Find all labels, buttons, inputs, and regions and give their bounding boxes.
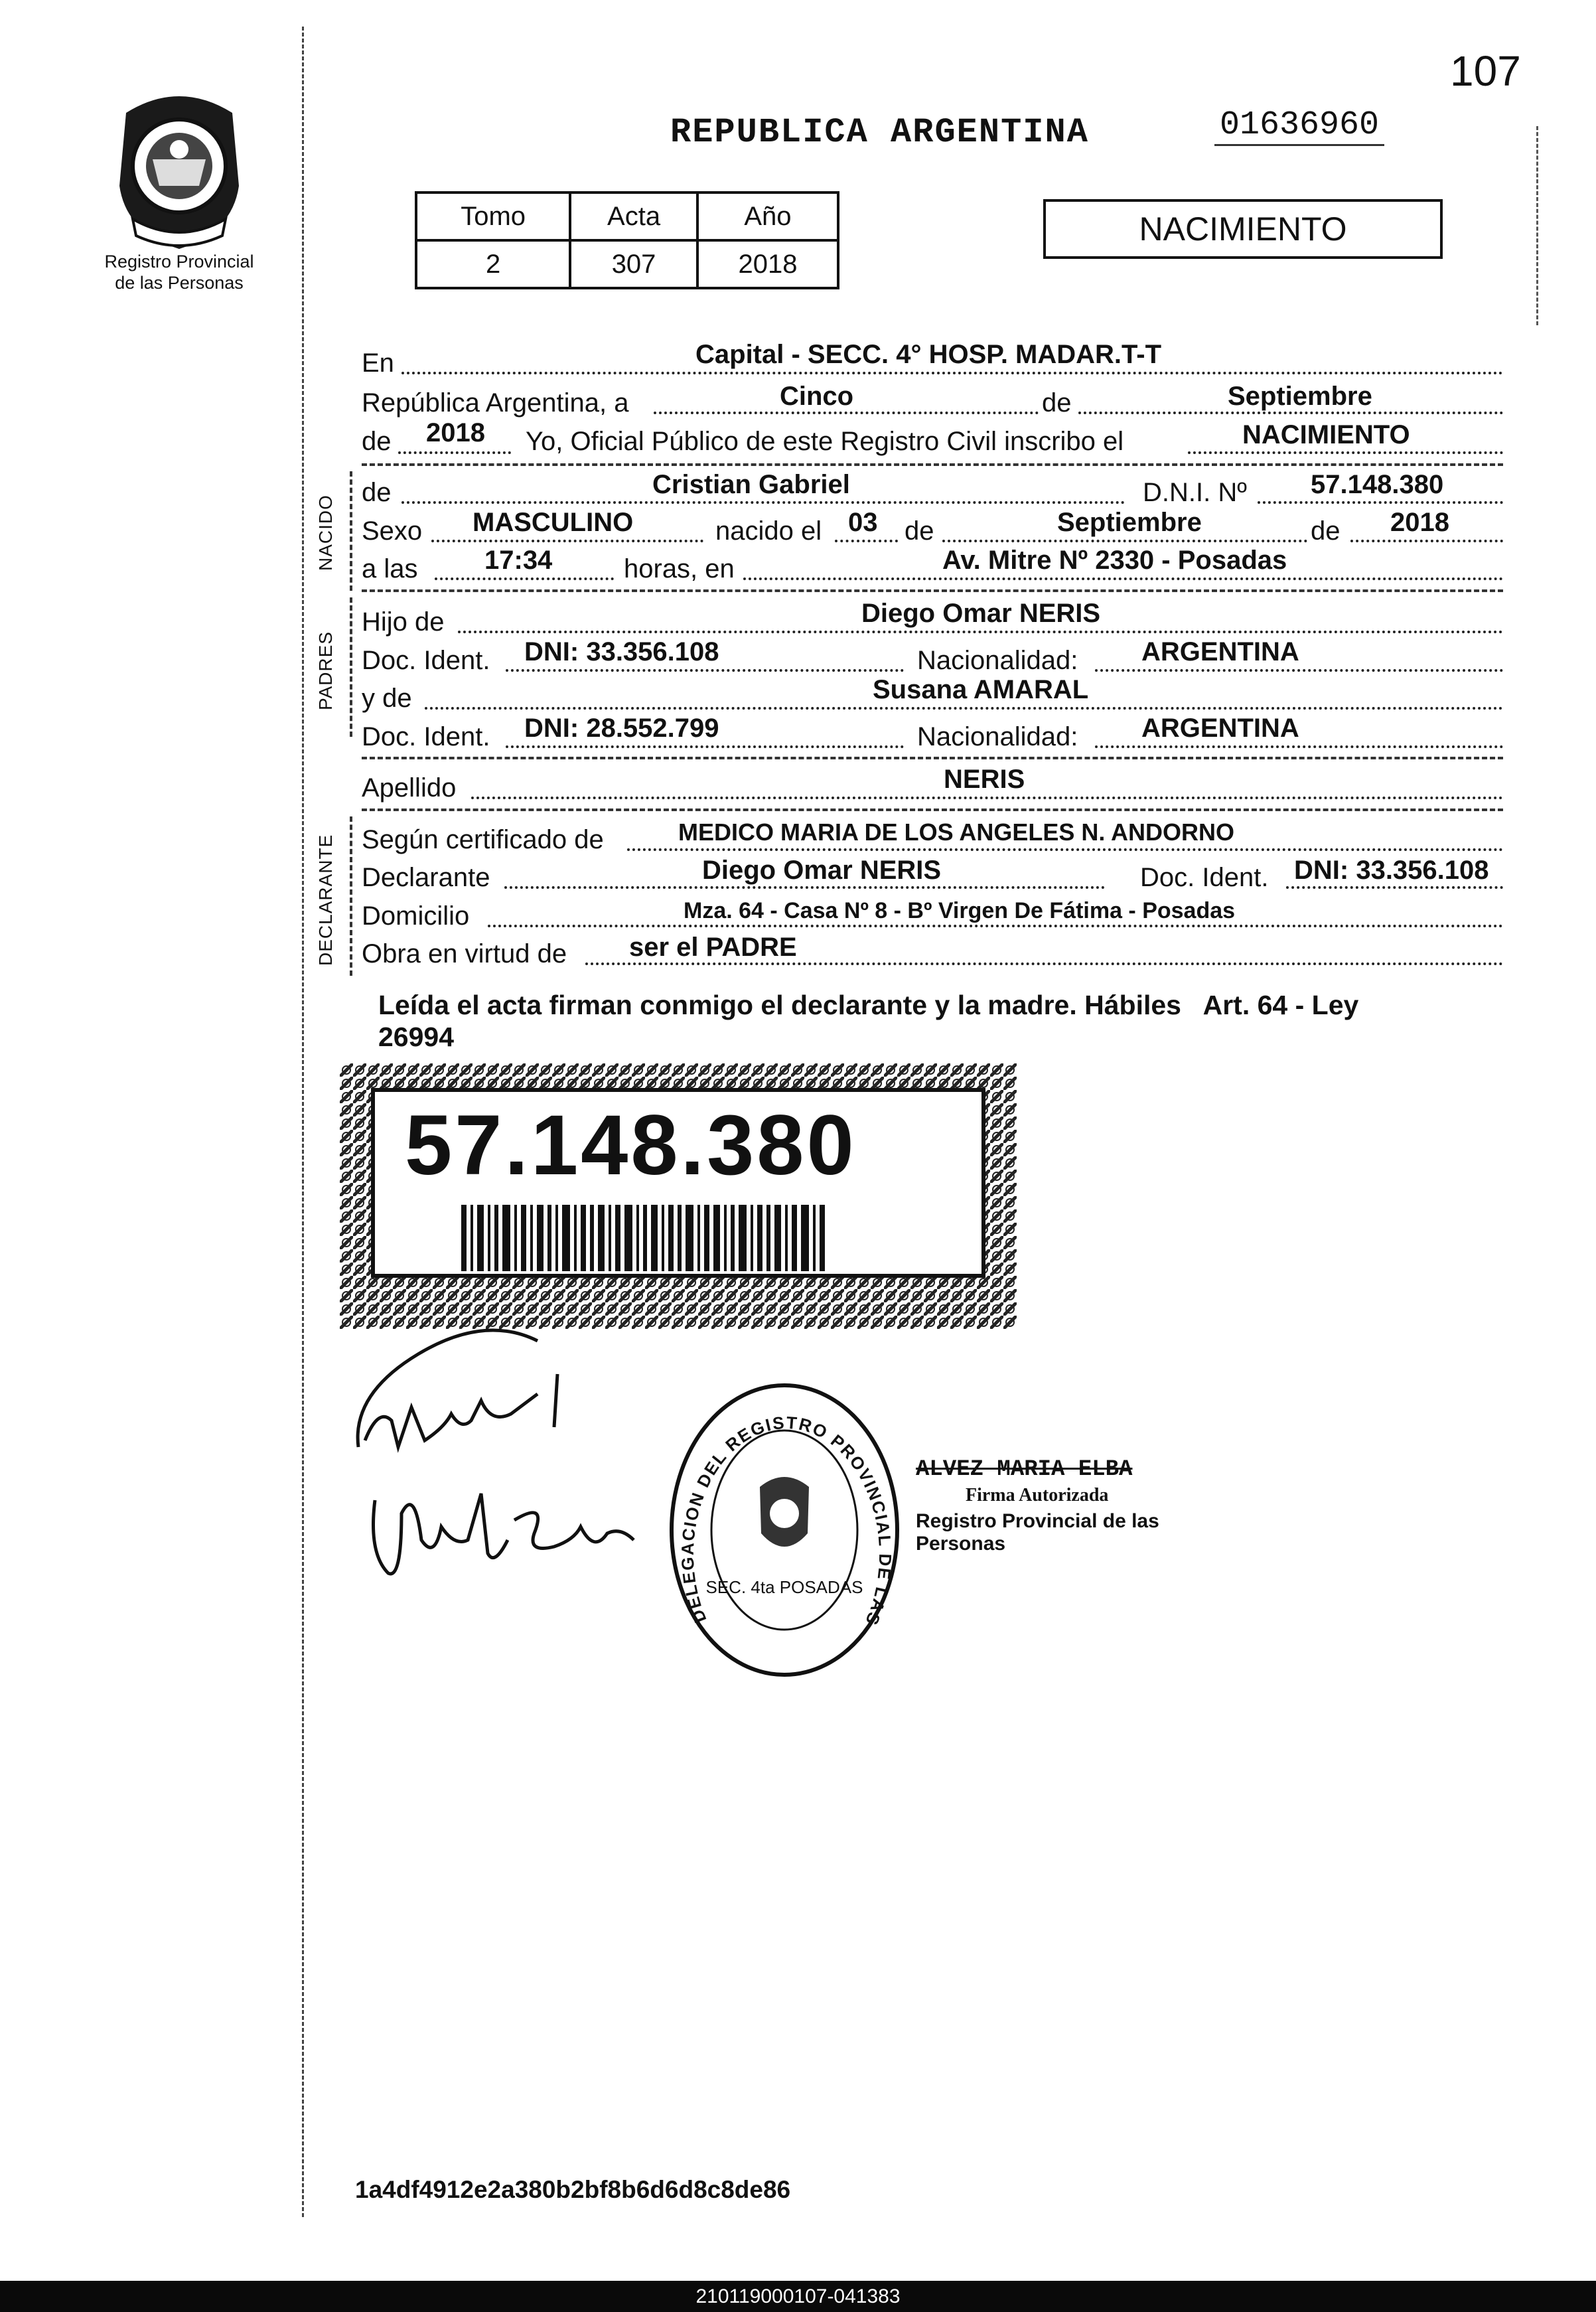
name-line	[401, 501, 1125, 504]
acta-header: Acta	[570, 193, 697, 240]
segun-label: Según certificado de	[362, 825, 604, 854]
closing-line-2: 26994	[378, 1022, 455, 1052]
domicilio-value: Mza. 64 - Casa Nº 8 - Bº Virgen De Fátima - Posadas	[684, 898, 1236, 923]
section-divider-2	[362, 589, 1503, 592]
tomo-header: Tomo	[416, 193, 570, 240]
father-doc-line	[506, 669, 904, 672]
sexo-label: Sexo	[362, 516, 423, 546]
inscribe-value: NACIMIENTO	[1242, 420, 1410, 449]
acta-value: 307	[570, 240, 697, 288]
declarante-value: Diego Omar NERIS	[702, 856, 942, 885]
anio-value: 2018	[697, 240, 838, 288]
segun-line	[627, 848, 1503, 851]
father-line	[458, 631, 1503, 633]
obra-label: Obra en virtud de	[362, 939, 567, 968]
padres-side-label: PADRES	[315, 631, 336, 710]
place-line	[743, 578, 1503, 580]
de-label-name: de	[362, 478, 392, 507]
decl-doc-line	[1286, 886, 1503, 889]
day-value: Cinco	[780, 382, 854, 411]
mother-nat-line	[1095, 745, 1503, 748]
section-divider-1	[362, 463, 1503, 466]
en-value: Capital - SECC. 4° HOSP. MADAR.T-T	[695, 340, 1162, 369]
apellido-label: Apellido	[362, 773, 457, 803]
obra-value: ser el PADRE	[629, 933, 797, 962]
closing-line-1: Leída el acta firman conmigo el declarante y la madre. Hábiles Art. 64 - Ley	[378, 990, 1359, 1020]
document-title: REPUBLICA ARGENTINA	[670, 113, 1089, 152]
father-nat-label: Nacionalidad:	[917, 646, 1078, 675]
mother-nat-value: ARGENTINA	[1141, 714, 1299, 743]
officer-org: Registro Provincial de las Personas	[916, 1510, 1159, 1555]
father-nat-line	[1095, 669, 1503, 672]
en-line	[401, 372, 1503, 374]
de-label-birth-year: de	[1311, 516, 1341, 546]
a-las-label: a las	[362, 554, 418, 583]
logo-caption-line2: de las Personas	[115, 273, 244, 293]
time-value: 17:34	[484, 546, 553, 575]
time-line	[435, 578, 614, 580]
footer-code: 210119000107-041383	[695, 2285, 901, 2307]
domicilio-line	[488, 925, 1503, 927]
horas-label: horas, en	[624, 554, 735, 583]
mother-name-value: Susana AMARAL	[873, 675, 1089, 704]
footer-bar	[0, 2281, 1596, 2312]
apellido-value: NERIS	[944, 765, 1025, 794]
year-value: 2018	[426, 418, 485, 447]
en-label: En	[362, 348, 394, 378]
sexo-line	[431, 540, 703, 542]
serial-number: 01636960	[1214, 106, 1384, 146]
dni-label: D.N.I. Nº	[1143, 478, 1247, 507]
birth-year-value: 2018	[1390, 508, 1449, 537]
mother-line	[425, 707, 1503, 710]
section-divider-4	[362, 809, 1503, 811]
birth-month-line	[942, 540, 1307, 542]
logo-caption-line1: Registro Provincial	[104, 252, 254, 271]
child-name-value: Cristian Gabriel	[652, 470, 850, 499]
mother-signature	[362, 1474, 640, 1586]
nacido-side-label: NACIDO	[315, 495, 336, 571]
officer-block	[916, 1457, 1234, 1555]
father-name-value: Diego Omar NERIS	[861, 599, 1101, 628]
de-label-month: de	[1042, 388, 1072, 418]
dni-value: 57.148.380	[1311, 470, 1444, 499]
birth-day-value: 03	[848, 508, 878, 537]
declarante-label: Declarante	[362, 863, 490, 892]
binding-margin-line	[302, 27, 304, 2217]
stamp-ring-text	[667, 1381, 903, 1679]
province-logo	[106, 86, 252, 252]
inscribe-line	[1188, 451, 1503, 454]
padres-bracket	[350, 597, 352, 737]
officer-name: ALVEZ MARIA ELBA	[916, 1457, 1133, 1482]
father-doc-label: Doc. Ident.	[362, 646, 490, 675]
domicilio-label: Domicilio	[362, 901, 470, 931]
mother-nat-label: Nacionalidad:	[917, 722, 1078, 751]
stamp-inner-label: SEC. 4ta POSADAS	[705, 1577, 863, 1597]
yo-text: Yo, Oficial Público de este Registro Civil inscribo el	[526, 427, 1124, 456]
mother-doc-line	[506, 745, 904, 748]
declarante-side-label: DECLARANTE	[315, 834, 336, 966]
act-type-box: NACIMIENTO	[1043, 199, 1443, 259]
closing-statement	[378, 989, 1358, 1053]
birth-month-value: Septiembre	[1057, 508, 1202, 537]
republica-label: República Argentina, a	[362, 388, 629, 418]
father-nat-value: ARGENTINA	[1141, 637, 1299, 666]
page-number: 107	[1450, 47, 1521, 95]
segun-value: MEDICO MARIA DE LOS ANGELES N. ANDORNO	[678, 818, 1235, 846]
barcode-icon	[461, 1205, 833, 1271]
birth-year-line	[1350, 540, 1503, 542]
tomo-acta-table	[415, 191, 839, 289]
y-de-label: y de	[362, 684, 412, 713]
id-number-text: 57.148.380	[405, 1098, 857, 1193]
birth-day-line	[835, 540, 898, 542]
sexo-value: MASCULINO	[472, 508, 634, 537]
decl-doc-value: DNI: 33.356.108	[1294, 856, 1489, 885]
year-line	[398, 451, 511, 454]
declarante-bracket	[350, 816, 352, 976]
logo-caption	[83, 251, 275, 293]
hijo-de-label: Hijo de	[362, 607, 445, 637]
officer-role: Firma Autorizada	[966, 1485, 1109, 1505]
mother-doc-label: Doc. Ident.	[362, 722, 490, 751]
declarante-line	[504, 886, 1105, 889]
month-line	[1078, 412, 1503, 414]
stamp-ring-label: DELEGACION DEL REGISTRO PROVINCIAL DE LAS	[677, 1412, 896, 1629]
de-label-year: de	[362, 427, 392, 456]
de-label-birth-month: de	[905, 516, 934, 546]
tomo-value: 2	[416, 240, 570, 288]
document-hash: 1a4df4912e2a380b2bf8b6d6d8c8de86	[355, 2176, 791, 2203]
nacido-bracket	[350, 471, 352, 591]
dni-line	[1258, 501, 1503, 504]
nacido-el-label: nacido el	[715, 516, 822, 546]
section-divider-3	[362, 757, 1503, 759]
day-line	[654, 412, 1039, 414]
father-doc-value: DNI: 33.356.108	[524, 637, 719, 666]
mother-doc-value: DNI: 28.552.799	[524, 714, 719, 743]
misiones-shield-icon	[106, 86, 252, 252]
anio-header: Año	[697, 193, 838, 240]
month-value: Septiembre	[1228, 382, 1372, 411]
declarant-signature	[338, 1314, 617, 1467]
place-value: Av. Mitre Nº 2330 - Posadas	[942, 546, 1287, 575]
apellido-line	[471, 797, 1503, 799]
decl-doc-label: Doc. Ident.	[1140, 863, 1269, 892]
right-margin-marks	[1536, 126, 1538, 325]
obra-line	[585, 963, 1503, 965]
